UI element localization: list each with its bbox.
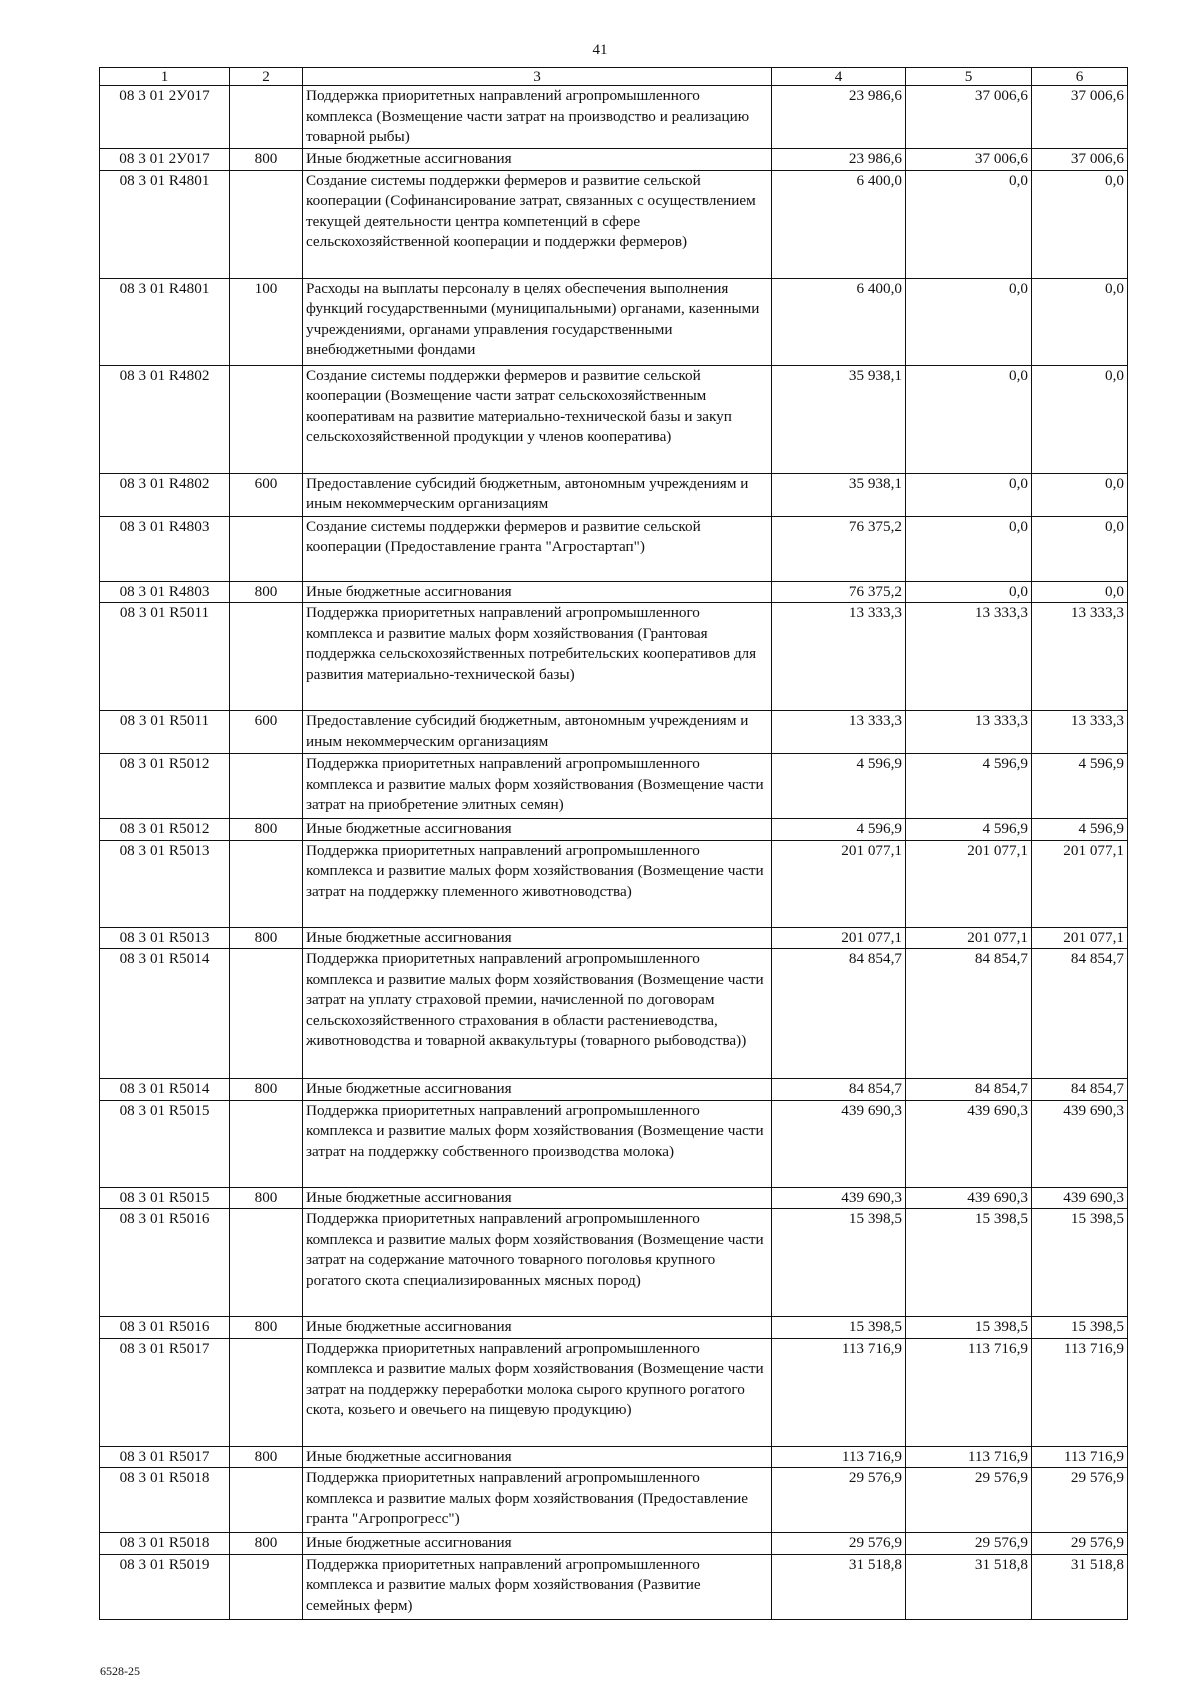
row-value-col6: 13 333,3: [1032, 711, 1128, 754]
row-code: 08 3 01 R5014: [100, 949, 230, 1079]
row-value-col4: 6 400,0: [772, 170, 906, 278]
row-name: Предоставление субсидий бюджетным, автономным учреждениям и иным некоммерческим организациям: [303, 473, 772, 516]
row-value-col6: 29 576,9: [1032, 1533, 1128, 1555]
row-value-col4: 23 986,6: [772, 86, 906, 149]
row-value-col4: 201 077,1: [772, 927, 906, 949]
row-group: [230, 840, 303, 927]
row-group: [230, 1468, 303, 1533]
row-value-col6: 0,0: [1032, 278, 1128, 365]
row-group: 600: [230, 711, 303, 754]
row-code: 08 3 01 R5018: [100, 1533, 230, 1555]
row-code: 08 3 01 R5019: [100, 1554, 230, 1619]
row-value-col6: 15 398,5: [1032, 1209, 1128, 1317]
row-value-col4: 439 690,3: [772, 1100, 906, 1187]
row-value-col4: 84 854,7: [772, 1079, 906, 1101]
row-group: 800: [230, 819, 303, 841]
row-value-col6: 15 398,5: [1032, 1317, 1128, 1339]
row-code: 08 3 01 R4803: [100, 581, 230, 603]
table-row: [100, 516, 1128, 581]
table-row: [100, 149, 1128, 171]
row-group: [230, 1209, 303, 1317]
table-row: [100, 473, 1128, 516]
row-value-col5: 439 690,3: [906, 1187, 1032, 1209]
table-row: [100, 1187, 1128, 1209]
header-col-2: 2: [230, 68, 303, 86]
row-group: 100: [230, 278, 303, 365]
row-group: [230, 516, 303, 581]
row-group: 800: [230, 1187, 303, 1209]
row-code: 08 3 01 R5013: [100, 927, 230, 949]
row-name: Поддержка приоритетных направлений агропромышленного комплекса и развитие малых форм хозяйствования (Предоставление гранта "Агропрогресс"): [303, 1468, 772, 1533]
table-row: [100, 1209, 1128, 1317]
row-name: Создание системы поддержки фермеров и развитие сельской кооперации (Предоставление гранта "Агростартап"): [303, 516, 772, 581]
table-row: [100, 754, 1128, 819]
row-value-col6: 113 716,9: [1032, 1446, 1128, 1468]
row-value-col5: 0,0: [906, 278, 1032, 365]
row-value-col6: 201 077,1: [1032, 840, 1128, 927]
table-body: [100, 86, 1128, 1620]
row-name: Поддержка приоритетных направлений агропромышленного комплекса и развитие малых форм хозяйствования (Грантовая поддержка сельскохозяйственных потребительских кооперативов для развития материально-технической базы): [303, 603, 772, 711]
row-value-col6: 31 518,8: [1032, 1554, 1128, 1619]
row-code: 08 3 01 2У017: [100, 86, 230, 149]
row-value-col4: 23 986,6: [772, 149, 906, 171]
header-col-1: 1: [100, 68, 230, 86]
header-col-6: 6: [1032, 68, 1128, 86]
row-value-col4: 31 518,8: [772, 1554, 906, 1619]
header-row: [100, 68, 1128, 86]
row-value-col5: 0,0: [906, 365, 1032, 473]
row-value-col6: 4 596,9: [1032, 754, 1128, 819]
row-name: Иные бюджетные ассигнования: [303, 1533, 772, 1555]
row-name: Иные бюджетные ассигнования: [303, 1446, 772, 1468]
row-group: [230, 365, 303, 473]
row-code: 08 3 01 R5018: [100, 1468, 230, 1533]
row-value-col6: 29 576,9: [1032, 1468, 1128, 1533]
row-name: Поддержка приоритетных направлений агропромышленного комплекса и развитие малых форм хозяйствования (Возмещение части затрат на поддержку собственного производства молока): [303, 1100, 772, 1187]
row-name: Иные бюджетные ассигнования: [303, 927, 772, 949]
row-group: [230, 754, 303, 819]
page-number: 41: [592, 42, 608, 58]
row-group: [230, 1554, 303, 1619]
row-group: 800: [230, 927, 303, 949]
row-value-col4: 76 375,2: [772, 581, 906, 603]
row-group: [230, 1100, 303, 1187]
row-code: 08 3 01 R4802: [100, 473, 230, 516]
row-name: Поддержка приоритетных направлений агропромышленного комплекса и развитие малых форм хозяйствования (Развитие семейных ферм): [303, 1554, 772, 1619]
row-value-col6: 0,0: [1032, 365, 1128, 473]
row-code: 08 3 01 R5012: [100, 819, 230, 841]
row-value-col4: 76 375,2: [772, 516, 906, 581]
row-name: Поддержка приоритетных направлений агропромышленного комплекса (Возмещение части затрат на производство и реализацию товарной рыбы): [303, 86, 772, 149]
row-value-col5: 439 690,3: [906, 1100, 1032, 1187]
row-value-col5: 4 596,9: [906, 819, 1032, 841]
row-group: 800: [230, 1446, 303, 1468]
row-group: [230, 170, 303, 278]
table-row: [100, 365, 1128, 473]
table-row: [100, 170, 1128, 278]
table-row: [100, 1100, 1128, 1187]
row-code: 08 3 01 R5016: [100, 1317, 230, 1339]
row-value-col4: 84 854,7: [772, 949, 906, 1079]
row-value-col6: 0,0: [1032, 581, 1128, 603]
row-code: 08 3 01 R5017: [100, 1338, 230, 1446]
header-col-3: 3: [303, 68, 772, 86]
row-value-col5: 13 333,3: [906, 711, 1032, 754]
row-value-col4: 13 333,3: [772, 711, 906, 754]
table-row: [100, 603, 1128, 711]
row-value-col4: 29 576,9: [772, 1468, 906, 1533]
row-group: [230, 1338, 303, 1446]
row-value-col4: 113 716,9: [772, 1446, 906, 1468]
row-group: 800: [230, 1533, 303, 1555]
row-value-col4: 13 333,3: [772, 603, 906, 711]
row-value-col4: 113 716,9: [772, 1338, 906, 1446]
table-row: [100, 1554, 1128, 1619]
row-code: 08 3 01 2У017: [100, 149, 230, 171]
row-code: 08 3 01 R5016: [100, 1209, 230, 1317]
header-col-4: 4: [772, 68, 906, 86]
row-value-col4: 29 576,9: [772, 1533, 906, 1555]
row-value-col6: 84 854,7: [1032, 1079, 1128, 1101]
row-group: 800: [230, 1317, 303, 1339]
row-group: 800: [230, 149, 303, 171]
table-row: [100, 1079, 1128, 1101]
row-group: [230, 86, 303, 149]
row-value-col6: 13 333,3: [1032, 603, 1128, 711]
row-code: 08 3 01 R4801: [100, 278, 230, 365]
row-name: Предоставление субсидий бюджетным, автономным учреждениям и иным некоммерческим организациям: [303, 711, 772, 754]
row-value-col5: 0,0: [906, 473, 1032, 516]
row-group: 600: [230, 473, 303, 516]
table-row: [100, 278, 1128, 365]
row-name: Иные бюджетные ассигнования: [303, 149, 772, 171]
row-value-col5: 31 518,8: [906, 1554, 1032, 1619]
footer-code: 6528-25: [100, 1664, 140, 1678]
row-value-col6: 37 006,6: [1032, 149, 1128, 171]
row-value-col6: 4 596,9: [1032, 819, 1128, 841]
table-row: [100, 86, 1128, 149]
row-value-col6: 113 716,9: [1032, 1338, 1128, 1446]
table-row: [100, 819, 1128, 841]
row-name: Иные бюджетные ассигнования: [303, 1079, 772, 1101]
row-value-col5: 15 398,5: [906, 1209, 1032, 1317]
row-value-col5: 0,0: [906, 581, 1032, 603]
table-row: [100, 1446, 1128, 1468]
row-group: 800: [230, 581, 303, 603]
row-value-col6: 0,0: [1032, 473, 1128, 516]
row-value-col6: 84 854,7: [1032, 949, 1128, 1079]
row-value-col4: 201 077,1: [772, 840, 906, 927]
row-value-col6: 201 077,1: [1032, 927, 1128, 949]
row-value-col4: 4 596,9: [772, 819, 906, 841]
row-code: 08 3 01 R5013: [100, 840, 230, 927]
header-col-5: 5: [906, 68, 1032, 86]
row-value-col5: 37 006,6: [906, 149, 1032, 171]
table-row: [100, 1533, 1128, 1555]
row-name: Поддержка приоритетных направлений агропромышленного комплекса и развитие малых форм хозяйствования (Возмещение части затрат на поддержку переработки молока сырого крупного рогатого скота, козьего и овечьего на пищевую продукцию): [303, 1338, 772, 1446]
row-value-col5: 113 716,9: [906, 1446, 1032, 1468]
row-group: [230, 603, 303, 711]
row-code: 08 3 01 R5014: [100, 1079, 230, 1101]
row-value-col5: 4 596,9: [906, 754, 1032, 819]
row-value-col6: 439 690,3: [1032, 1187, 1128, 1209]
row-value-col6: 439 690,3: [1032, 1100, 1128, 1187]
row-value-col4: 35 938,1: [772, 473, 906, 516]
row-name: Поддержка приоритетных направлений агропромышленного комплекса и развитие малых форм хозяйствования (Возмещение части затрат на уплату страховой премии, начисленной по договорам сельскохозяйственного страхования в области растениеводства, животноводства и товарной аквакультуры (товарного рыбоводства)): [303, 949, 772, 1079]
row-group: 800: [230, 1079, 303, 1101]
row-name: Создание системы поддержки фермеров и развитие сельской кооперации (Софинансирование затрат, связанных с осуществлением текущей деятельности центра компетенций в сфере сельскохозяйственной кооперации и поддержки фермеров): [303, 170, 772, 278]
row-value-col5: 84 854,7: [906, 1079, 1032, 1101]
row-value-col4: 439 690,3: [772, 1187, 906, 1209]
row-value-col6: 0,0: [1032, 516, 1128, 581]
row-code: 08 3 01 R4803: [100, 516, 230, 581]
row-name: Иные бюджетные ассигнования: [303, 581, 772, 603]
row-value-col5: 37 006,6: [906, 86, 1032, 149]
row-name: Поддержка приоритетных направлений агропромышленного комплекса и развитие малых форм хозяйствования (Возмещение части затрат на содержание маточного товарного поголовья крупного рогатого скота специализированных мясных пород): [303, 1209, 772, 1317]
row-value-col4: 4 596,9: [772, 754, 906, 819]
table-row: [100, 949, 1128, 1079]
row-code: 08 3 01 R5011: [100, 603, 230, 711]
row-name: Иные бюджетные ассигнования: [303, 819, 772, 841]
row-code: 08 3 01 R5012: [100, 754, 230, 819]
row-code: 08 3 01 R5015: [100, 1100, 230, 1187]
row-value-col5: 113 716,9: [906, 1338, 1032, 1446]
table-row: [100, 711, 1128, 754]
row-code: 08 3 01 R5015: [100, 1187, 230, 1209]
row-name: Расходы на выплаты персоналу в целях обеспечения выполнения функций государственными (муниципальными) органами, казенными учреждениями, органами управления государственными внебюджетными фондами: [303, 278, 772, 365]
row-value-col5: 0,0: [906, 170, 1032, 278]
row-name: Поддержка приоритетных направлений агропромышленного комплекса и развитие малых форм хозяйствования (Возмещение части затрат на поддержку племенного животноводства): [303, 840, 772, 927]
row-value-col5: 0,0: [906, 516, 1032, 581]
row-value-col5: 13 333,3: [906, 603, 1032, 711]
row-value-col4: 15 398,5: [772, 1317, 906, 1339]
row-value-col6: 0,0: [1032, 170, 1128, 278]
row-group: [230, 949, 303, 1079]
table-row: [100, 840, 1128, 927]
row-value-col4: 15 398,5: [772, 1209, 906, 1317]
row-value-col4: 6 400,0: [772, 278, 906, 365]
row-value-col5: 15 398,5: [906, 1317, 1032, 1339]
row-code: 08 3 01 R4802: [100, 365, 230, 473]
row-name: Иные бюджетные ассигнования: [303, 1187, 772, 1209]
table-row: [100, 1468, 1128, 1533]
row-value-col5: 201 077,1: [906, 840, 1032, 927]
table-row: [100, 1317, 1128, 1339]
row-code: 08 3 01 R5011: [100, 711, 230, 754]
row-value-col4: 35 938,1: [772, 365, 906, 473]
row-value-col5: 201 077,1: [906, 927, 1032, 949]
row-name: Поддержка приоритетных направлений агропромышленного комплекса и развитие малых форм хозяйствования (Возмещение части затрат на приобретение элитных семян): [303, 754, 772, 819]
table-row: [100, 581, 1128, 603]
row-code: 08 3 01 R4801: [100, 170, 230, 278]
budget-table: [99, 67, 1128, 1620]
row-value-col5: 84 854,7: [906, 949, 1032, 1079]
row-code: 08 3 01 R5017: [100, 1446, 230, 1468]
row-value-col5: 29 576,9: [906, 1533, 1032, 1555]
row-name: Создание системы поддержки фермеров и развитие сельской кооперации (Возмещение части затрат сельскохозяйственным кооперативам на развитие материально-технической базы и закуп сельскохозяйственной продукции у членов кооператива): [303, 365, 772, 473]
row-name: Иные бюджетные ассигнования: [303, 1317, 772, 1339]
row-value-col6: 37 006,6: [1032, 86, 1128, 149]
row-value-col5: 29 576,9: [906, 1468, 1032, 1533]
table-row: [100, 1338, 1128, 1446]
table-row: [100, 927, 1128, 949]
